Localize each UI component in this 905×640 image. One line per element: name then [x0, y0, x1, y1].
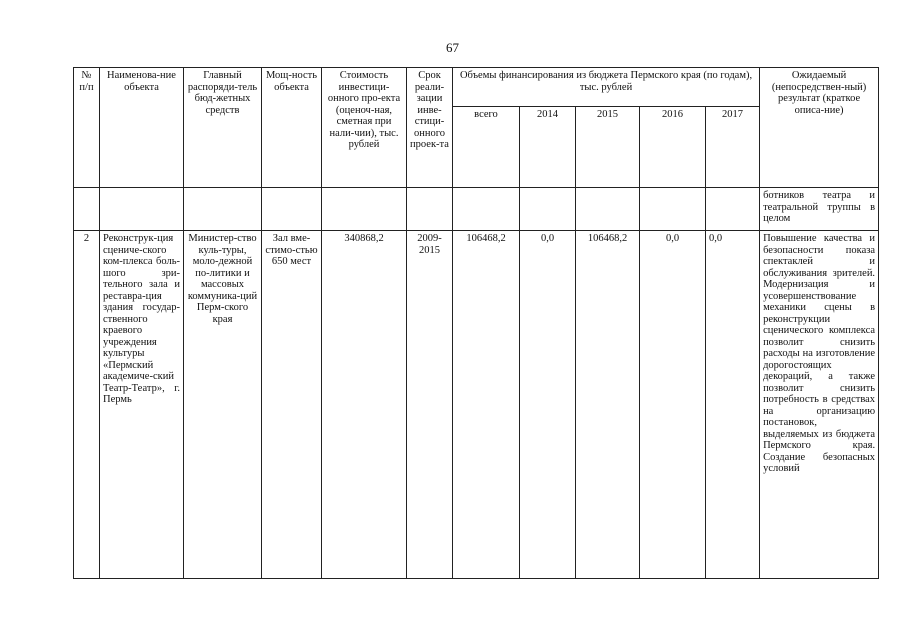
- financing-table: [73, 67, 879, 579]
- col-header-num: № п/п: [74, 68, 100, 188]
- row-capacity-cell: Зал вме-стимо-стью 650 мест: [262, 231, 322, 579]
- row-2016-cell: 0,0: [640, 231, 706, 579]
- row-result-cell: Повышение качества и безопасности показа спектаклей и обслуживания зрителей. Модернизация и усовершенствование механики сцены в реконструкции сценического комплекса позволит снизить расходы на изготовление дорогостоящих декораций, а также позволит снизить потребность в средствах на организацию постановок, выделяемых из бюджета Пермского края. Создание безопасных условий: [760, 231, 879, 579]
- col-header-financing: Объемы финансирования из бюджета Пермского края (по годам), тыс. рублей: [453, 68, 760, 107]
- continuation-row: [74, 188, 879, 231]
- col-header-distributor: Главный распоряди-тель бюд-жетных средств: [184, 68, 262, 188]
- row-cost-cell: 340868,2: [322, 231, 407, 579]
- col-header-capacity: Мощ-ность объекта: [262, 68, 322, 188]
- col-header-cost: Стоимость инвестици-онного про-екта (оценоч-ная, сметная при нали-чии), тыс. рублей: [322, 68, 407, 188]
- col-header-2016: 2016: [640, 107, 706, 188]
- col-header-result: Ожидаемый (непосредствен-ный) результат (краткое описа-ние): [760, 68, 879, 188]
- col-header-name: Наименова-ние объекта: [100, 68, 184, 188]
- continuation-result-cell: ботников театра и театральной труппы в целом: [760, 188, 879, 231]
- header-row: [74, 68, 879, 107]
- row-2015-cell: 106468,2: [576, 231, 640, 579]
- row-period-cell: 2009-2015: [407, 231, 453, 579]
- col-header-2014: 2014: [520, 107, 576, 188]
- table-row: [74, 231, 879, 579]
- row-total-cell: 106468,2: [453, 231, 520, 579]
- col-header-2017: 2017: [706, 107, 760, 188]
- page-number: 67: [446, 40, 459, 55]
- row-2014-cell: 0,0: [520, 231, 576, 579]
- row-distributor-cell: Министер-ство куль-туры, моло-дежной по-литики и массовых коммуника-ций Перм-ского края: [184, 231, 262, 579]
- row-num-cell: 2: [74, 231, 100, 579]
- row-2017-cell: 0,0: [706, 231, 760, 579]
- col-header-period: Срок реали-зации инве-стици-онного проек-та: [407, 68, 453, 188]
- col-header-2015: 2015: [576, 107, 640, 188]
- col-header-total: всего: [453, 107, 520, 188]
- row-name-cell: Реконструк-ция сцениче-ского ком-плекса боль-шого зри-тельного зала и реставра-ция здания государ-ственного краевого учреждения культуры «Пермский академиче-ский Театр-Театр», г. Пермь: [100, 231, 184, 579]
